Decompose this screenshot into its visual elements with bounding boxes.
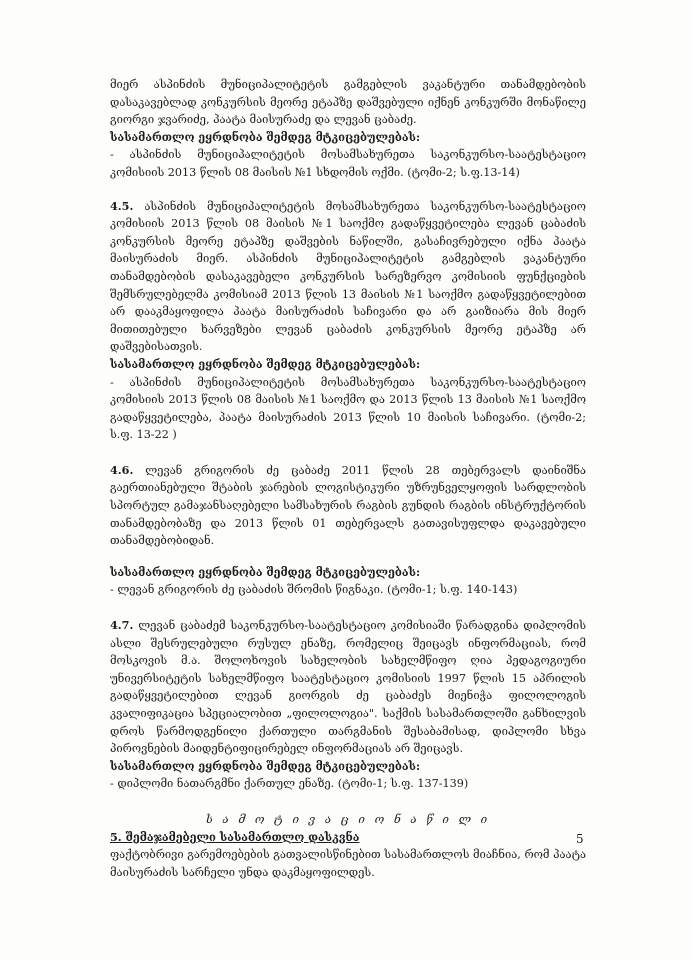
conclusion-paragraph: ფაქტობრივი გარემოებების გათვალისწინებით სასამართლოს მიაჩნია, რომ პაატა მაისურაძის სარჩელი უნდა დაკმაყოფილდეს. bbox=[110, 848, 586, 879]
evidence-heading: სასამართლო ეყრდნობა შემდეგ მტკიცებულებას: bbox=[110, 356, 421, 371]
page-number: 5 bbox=[576, 832, 584, 846]
section-title: ს ა მ ო ტ ი ვ ა ც ი ო ნ ა წ ი ლ ი bbox=[205, 811, 491, 826]
evidence-heading: სასამართლო ეყრდნობა შემდეგ მტკიცებულებას: bbox=[110, 758, 421, 773]
evidence-item: - ასპინძის მუნიციპალიტეტის მოსამსახურეთა საკონკურსო-საატესტაციო კომისიის 2013 წლის 08 მაისის №1 სხდომის ოქმი. (ტომი-2; ს.ფ.13-14) bbox=[110, 148, 586, 179]
document-body bbox=[110, 76, 586, 881]
evidence-item: - დიპლომი ნათარგმნი ქართულ ენაზე. (ტომი-1; ს.ფ. 137-139) bbox=[110, 777, 469, 791]
paragraph-4-5 bbox=[110, 198, 586, 356]
paragraph-4-7 bbox=[110, 617, 586, 758]
evidence-heading: სასამართლო ეყრდნობა შემდეგ მტკიცებულებას: bbox=[110, 564, 421, 579]
paragraph-4-6 bbox=[110, 462, 586, 550]
subsection-title: 5. შემაჯამებელი სასამართლო დასკვნა bbox=[110, 829, 360, 844]
paragraph-text: ასპინძის მუნიციპალიტეტის მოსამსახურეთა საკონკურსო-საატესტაციო კომისიის 2013 წლის 08 მაისის №1 საოქმო გადაწყვეტილება ლევან ცაბაძის კონკურსის მეორე ეტაპზე დაშვების ნაწილში, გასაჩივრებული იქნა პაატა მაისურაძის მიერ. ასპინძის მუნიციპალიტეტის გამგებლის ვაკანტური თანამდებობის დასაკავებელი კონკურსის სარეზერვო კომისიის ფუნქციების შემსრულებელმა კომისიამ 2013 წლის 13 მაისის №1 საოქმო გადაწყვეტილებით არ დააკმაყოფილა პაატა მაისურაძის საჩივარი და არ გაიზიარა მის მიერ მითითებული ხარვეზები ლევან ცაბაძის კონკურსის მეორე ეტაპზე არ დაშვებისათვის. bbox=[110, 199, 586, 354]
paragraph-number: 4.7. bbox=[110, 618, 134, 633]
paragraph-number: 4.5. bbox=[110, 198, 134, 213]
paragraph-text: ლევან გრიგორის ძე ცაბაძე 2011 წლის 28 თებერვალს დაინიშნა გაერთიანებული შტაბის ჯარების ლოგისტიკური უზრუნველყოფის სარდლობის სპორტულ გამაჯანსაღებელი სამსახურის რაგბის გუნდის რაგბის ინსტრუქტორის თანამდებობაზე და 2013 წლის 01 თებერვალს გათავისუფლდა დაკავებული თანამდებობიდან. bbox=[110, 463, 586, 548]
paragraph-text: ლევან ცაბაძემ საკონკურსო-საატესტაციო კომისიაში წარადგინა დიპლომის ასლი შესრულებული რუსულ ენაზე, რომელიც შეიცავს ინფორმაციას, რომ მოსკოვის მ.ა. შოლოხოვის სახელობის სახელმწიფო ღია პედაგოგიური უნივერსიტეტის სახელმწიფო საატესტაციო კომისიის 1997 წლის 15 აპრილის გადაწყვეტილებით ლევან გიორგის ძე ცაბაძეს მიენიჭა ფილოლოგის კვალიფიკაცია სპეციალობით „ფილოლოგია". საქმის სასამართლოში განხილვის დროს წარმოდგენილი ქართული თარგმანის შესაბამისად, დიპლომი სხვა პიროვნების მაიდენტიფიცირებელ ინფორმაციას არ შეიცავს. bbox=[110, 619, 586, 756]
evidence-item: - ლევან გრიგორის ძე ცაბაძის შრომის წიგნაკი. (ტომი-1; ს.ფ. 140-143) bbox=[110, 583, 518, 597]
paragraph-number: 4.6. bbox=[110, 462, 134, 477]
evidence-heading: სასამართლო ეყრდნობა შემდეგ მტკიცებულებას: bbox=[110, 129, 421, 144]
intro-paragraph: მიერ ასპინძის მუნიციპალიტეტის გამგებლის ვაკანტური თანამდებობის დასაკავებლად კონკურსის მეორე ეტაპზე დაშვებული იქნენ კონკურში მონაწილე გიორგი ჯვარიძე, პაატა მაისურაძე და ლევან ცაბაძე. bbox=[110, 78, 586, 127]
evidence-item: - ასპინძის მუნიციპალიტეტის მოსამსახურეთა საკონკურსო-საატესტაციო კომისიის 2013 წლის 08 მაისის №1 საოქმო და 2013 წლის 13 მაისის №1 საოქმო გადაწყვეტილება, პაატა მაისურაძის 2013 წლის 10 მაისის საჩივარი. (ტომი-2; ს.ფ. 13-22 ) bbox=[110, 375, 586, 442]
